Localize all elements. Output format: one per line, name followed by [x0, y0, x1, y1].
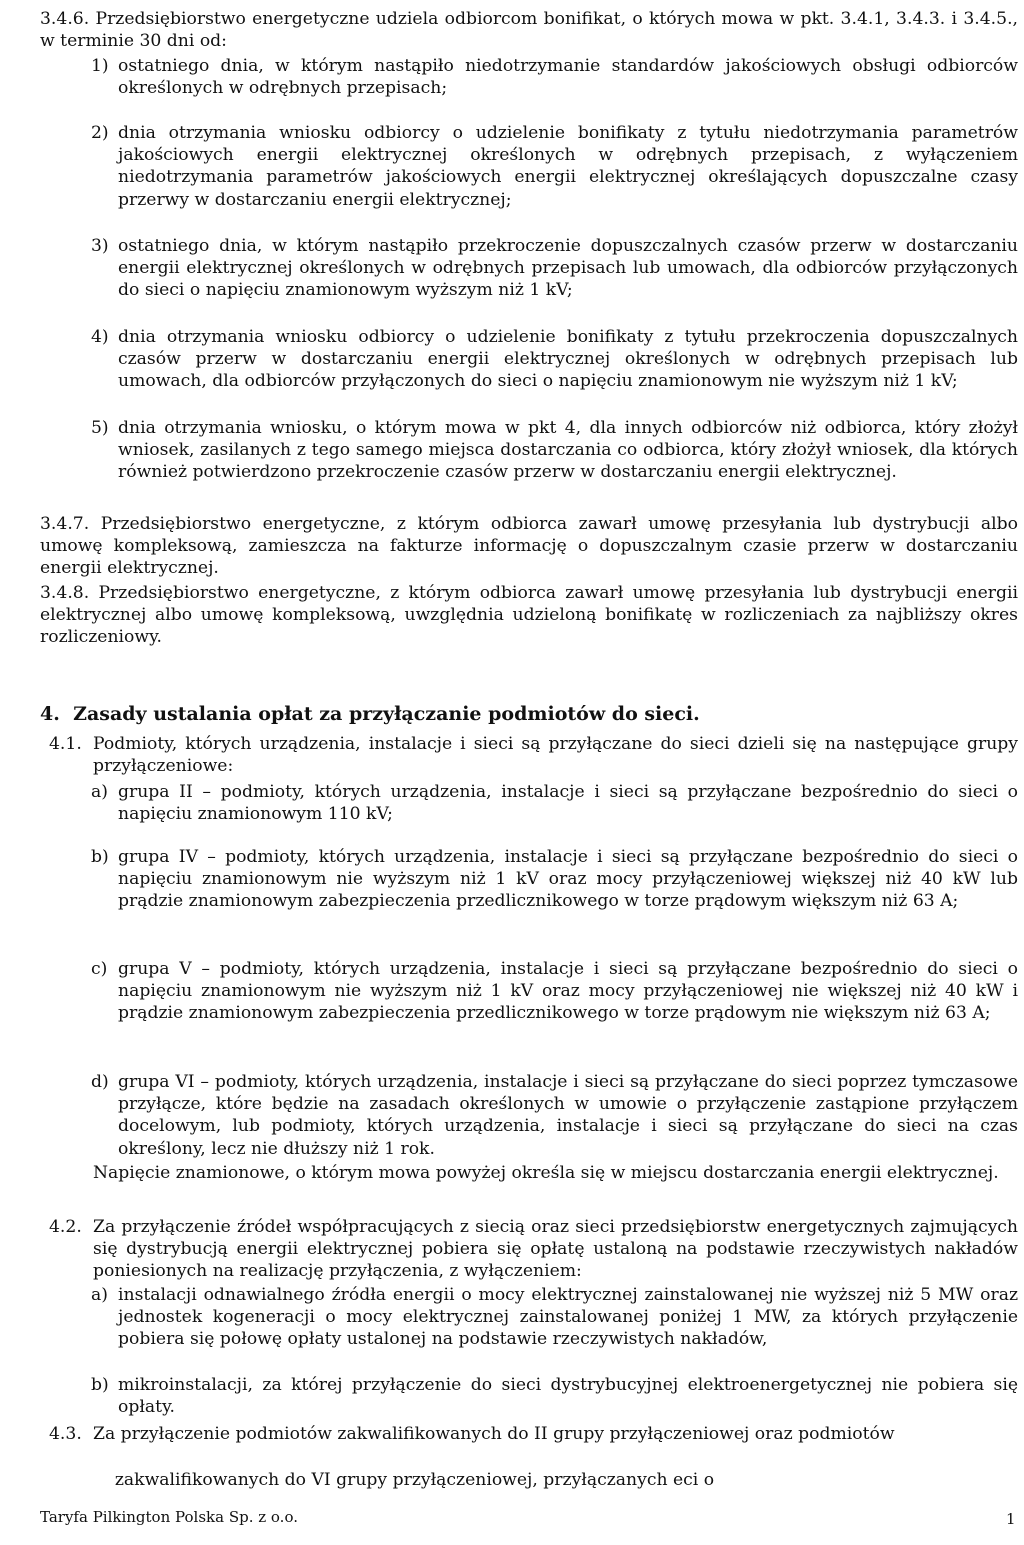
paragraph-4-3-line2: [93, 1447, 1018, 1514]
list-item: [91, 958, 1018, 1025]
paragraph-text: Przedsiębiorstwo energetyczne udziela odbiorcom bonifikat, o których mowa w pkt. 3.4.1, 3.4.3. i 3.4.5., w terminie 30 dni od:: [40, 9, 1018, 52]
list-marker: 2): [91, 123, 109, 143]
paragraph-4-2: [49, 1216, 1018, 1283]
list-item: [91, 1284, 1018, 1351]
list-item: [91, 1374, 1018, 1418]
list-item: [91, 1071, 1018, 1160]
list-marker: 4): [91, 327, 109, 347]
list-marker: c): [91, 959, 108, 979]
list-item: [91, 122, 1018, 211]
list-item-text: ostatniego dnia, w którym nastąpiło przekroczenie dopuszczalnych czasów przerw w dostarczaniu energii elektrycznej określonych w odrębnych przepisach lub umowach, dla odbiorców przyłączonych do sieci o napięciu znamionowym wyższym niż 1 kV;: [118, 236, 1018, 301]
paragraph-number: 3.4.6.: [40, 9, 90, 29]
list-item-text: grupa VI – podmioty, których urządzenia, instalacje i sieci są przyłączane do sieci poprzez tymczasowe przyłącze, które będzie na zasadach określonych w umowie o przyłączenie zastąpione przyłączem docelowym, lub podmioty, których urządzenia, instalacje i sieci są przyłączane do sieci na czas określony, lecz nie dłuższy niż 1 rok.: [118, 1072, 1018, 1159]
list-item: [91, 326, 1018, 393]
list-marker: d): [91, 1072, 109, 1092]
list-item: [91, 235, 1018, 302]
paragraph-number: 4.2.: [49, 1217, 82, 1237]
list-item-text: dnia otrzymania wniosku odbiorcy o udzielenie bonifikaty z tytułu przekroczenia dopuszczalnych czasów przerw w dostarczaniu energii elektrycznej określonych w odrębnych przepisach lub umowach, dla odbiorców przyłączonych do sieci o napięciu znamionowym nie wyższym niż 1 kV;: [118, 327, 1018, 392]
page-number: 1: [1006, 1510, 1016, 1528]
list-marker: 5): [91, 418, 109, 438]
paragraph-note: [93, 1162, 1018, 1184]
section-title: Zasady ustalania opłat za przyłączanie podmiotów do sieci.: [73, 703, 700, 725]
list-marker: 3): [91, 236, 109, 256]
paragraph-text: Podmioty, których urządzenia, instalacje i sieci są przyłączane do sieci dzieli się na następujące grupy przyłączeniowe:: [93, 734, 1018, 777]
paragraph-3-4-6: [40, 8, 1018, 52]
list-item-text: mikroinstalacji, za której przyłączenie do sieci dystrybucyjnej elektroenergetycznej nie pobiera się opłaty.: [118, 1375, 1018, 1418]
list-marker: b): [91, 847, 109, 867]
paragraph-text: Za przyłączenie źródeł współpracujących z siecią oraz sieci przedsiębiorstw energetycznych zajmujących się dystrybucją energii elektrycznej pobiera się opłatę ustaloną na podstawie rzeczywistych nakładów poniesionych na realizację przyłączenia, z wyłączeniem:: [93, 1217, 1018, 1282]
list-item: [91, 846, 1018, 913]
paragraph-number: 4.3.: [49, 1424, 82, 1444]
list-marker: 1): [91, 56, 109, 76]
list-item-text: instalacji odnawialnego źródła energii o mocy elektrycznej zainstalowanej nie wyższej niż 5 MW oraz jednostek kogeneracji o mocy elektrycznej zainstalowanej poniżej 1 MW, za których przyłączenie pobiera się połowę opłaty ustalonej na podstawie rzeczywistych nakładów,: [118, 1285, 1018, 1350]
paragraph-number: 3.4.8.: [40, 583, 90, 603]
paragraph-text: zakwalifikowanych do VI grupy przyłączeniowej, przyłączanych eci o: [114, 1470, 715, 1491]
paragraph-4-1: [49, 733, 1018, 777]
footer-title: Taryfa Pilkington Polska Sp. z o.o.: [40, 1508, 298, 1526]
list-item-text: ostatniego dnia, w którym nastąpiło niedotrzymanie standardów jakościowych obsługi odbiorców określonych w odrębnych przepisach;: [118, 56, 1018, 99]
list-item-text: dnia otrzymania wniosku, o którym mowa w pkt 4, dla innych odbiorców niż odbiorca, który złożył wniosek, zasilanych z tego samego miejsca dostarczania co odbiorca, który złożył wniosek, dla których również potwierdzono przekroczenie czasów przerw w dostarczaniu energii elektrycznej.: [118, 418, 1018, 483]
list-item: [91, 781, 1018, 825]
paragraph-number: 3.4.7.: [40, 514, 90, 534]
list-item-text: grupa II – podmioty, których urządzenia, instalacje i sieci są przyłączane bezpośrednio do sieci o napięciu znamionowym 110 kV;: [118, 782, 1018, 825]
list-item-text: dnia otrzymania wniosku odbiorcy o udzielenie bonifikaty z tytułu niedotrzymania parametrów jakościowych energii elektrycznej określonych w odrębnych przepisach, z wyłączeniem niedotrzymania parametrów jakościowych energii elektrycznej określających dopuszczalne czasy przerwy w dostarczaniu energii elektrycznej;: [118, 123, 1018, 210]
list-marker: a): [91, 782, 108, 802]
paragraph-text: Za przyłączenie podmiotów zakwalifikowanych do II grupy przyłączeniowej oraz podmiotów: [93, 1424, 895, 1444]
paragraph-3-4-8: [40, 582, 1018, 649]
paragraph-3-4-7: [40, 513, 1018, 580]
paragraph-number: 4.1.: [49, 734, 82, 754]
paragraph-text: Przedsiębiorstwo energetyczne, z którym odbiorca zawarł umowę przesyłania lub dystrybucji albo umowę kompleksową, zamieszcza na fakturze informację o dopuszczalnym czasie przerw w dostarczaniu energii elektrycznej.: [40, 514, 1018, 579]
list-item-text: grupa IV – podmioty, których urządzenia, instalacje i sieci są przyłączane bezpośrednio do sieci o napięciu znamionowym nie wyższym niż 1 kV oraz mocy przyłączeniowej większej niż 40 kW lub prądzie znamionowym zabezpieczenia przedlicznikowego w torze prądowym większym niż 63 A;: [118, 847, 1018, 912]
list-marker: a): [91, 1285, 108, 1305]
list-marker: b): [91, 1375, 109, 1395]
list-item: [91, 55, 1018, 99]
paragraph-4-3: [49, 1423, 1018, 1445]
list-item-text: grupa V – podmioty, których urządzenia, instalacje i sieci są przyłączane bezpośrednio do sieci o napięciu znamionowym nie wyższym niż 1 kV oraz mocy przyłączeniowej nie większej niż 40 kW i prądzie znamionowym zabezpieczenia przedlicznikowego w torze prądowym nie większym niż 63 A;: [118, 959, 1018, 1024]
list-item: [91, 417, 1018, 484]
section-heading: [40, 702, 1000, 726]
section-number: 4.: [40, 703, 60, 725]
paragraph-text: Napięcie znamionowe, o którym mowa powyżej określa się w miejscu dostarczania energii elektrycznej.: [93, 1163, 999, 1183]
paragraph-text: Przedsiębiorstwo energetyczne, z którym odbiorca zawarł umowę przesyłania lub dystrybucji energii elektrycznej albo umowę kompleksową, uwzględnia udzieloną bonifikatę w rozliczeniach za najbliższy okres rozliczeniowy.: [40, 583, 1018, 648]
